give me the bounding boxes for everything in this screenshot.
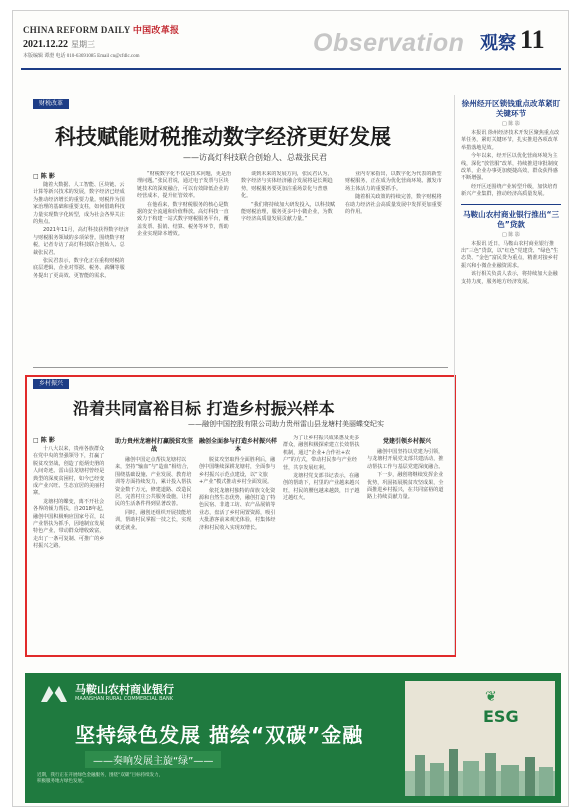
- city-skyline-icon: [405, 741, 555, 796]
- bank-name: 马鞍山农村商业银行: [75, 683, 174, 696]
- paragraph: 今年以来，经开区以优化营商环境为主线，深化“放管服”改革，持续推进审批制度改革，企业办事更加便捷高效，群众获得感不断增强。: [461, 153, 558, 182]
- paragraph: 谈到未来的发展方向，张民君认为，数字经济与实体经济融合发展将是长期趋势，财税服务要更加注重场景化与普惠化。: [241, 171, 333, 200]
- leaf-icon: ❦: [485, 689, 497, 705]
- sidebar: [461, 95, 561, 645]
- newspaper-page: [12, 10, 569, 807]
- bank-advertisement: [25, 673, 561, 803]
- article2-col5: [367, 435, 447, 647]
- paragraph: 融创中国定点帮扶龙塘村以来，坚持“输血”与“造血”相结合，围绕基础设施、产业发展、教育培训等方面持续发力，累计投入帮扶资金数千万元，修建道路、改造民居，完善村庄公共服务设施，让村民的生活条件得到显著改善。: [115, 457, 192, 508]
- paper-name-cn: 中国改革报: [132, 25, 180, 35]
- paragraph: 龙塘村的蝶变，离不开社会各界的倾力帮扶。自2018年起，融创中国积极响应国家号召，以产业帮扶为抓手，因地制宜发展特色产业，带动群众增收致富，走出了一条可复制、可推广的乡村振兴之路。: [33, 498, 108, 550]
- article1-col2: [137, 171, 233, 361]
- article2-subhead-1: 助力贵州龙塘村打赢脱贫攻坚战: [115, 438, 193, 453]
- paragraph: 十八大以来，贵州各族群众在党中央的坚强领导下，打赢了脱贫攻坚战，创造了彪炳史册的人间奇迹。雷山县龙塘村曾经是典型的深度贫困村，如今已经变成产业兴旺、生态宜居的美丽村寨。: [33, 446, 105, 497]
- paragraph: 融创中国坚持以党建为引领，与龙塘村开展党支部共建活动，推动帮扶工作与基层党建深度融合。: [367, 449, 444, 470]
- sidebar-byline-1: □ 陈 影: [502, 121, 520, 127]
- article2-col1: [33, 435, 109, 647]
- section-cn: 观察: [480, 33, 516, 54]
- paragraph: 本报讯 徐州经济技术开发区聚焦重点改革任务，紧盯关键环节，扎实推进各项改革举措落地见效。: [461, 130, 560, 151]
- paragraph: 2021年11月，高灯科技获得数字经济与财税服务领域的多项荣誉。围绕数字财税，记者专访了高灯科技联合创始人、总裁张民君。: [33, 227, 129, 256]
- article2-col3: [199, 435, 277, 647]
- article2-subhead-2: 融创全面参与打造乡村振兴样本: [199, 438, 277, 453]
- sidebar-title-1: 徐州经开区锁钱重点改革紧盯关键环节: [461, 99, 561, 118]
- article1-col4: [345, 171, 445, 361]
- article1-tag: 财税改革: [33, 99, 69, 109]
- article2-col2: [115, 435, 193, 647]
- article1-col1: [33, 171, 129, 361]
- article-divider: [33, 367, 448, 368]
- paragraph: 经开区还围绕产业转型升级，加快培育新兴产业集群，推动经济高质量发展。: [461, 183, 558, 198]
- paragraph: 业内专家指出，以数字化为代表的新型财税服务，正在成为优化营商环境、激发市场主体活力的重要抓手。: [345, 171, 442, 192]
- section-word: Observation: [313, 29, 465, 57]
- masthead: [13, 11, 568, 71]
- weekday-text: 星期三: [71, 40, 95, 49]
- paragraph: 张民君表示，数字化正在重构财税的底层逻辑，企业对票据、税务、薪酬等服务提出了更高效、更智能的需求。: [33, 258, 125, 279]
- ad-slogan-sub: ——奏响发展主旋“绿”——: [85, 751, 221, 768]
- paragraph: 脱贫攻坚取得全面胜利后，融创中国继续深耕龙塘村，全面参与乡村振兴示范点建设，以“文旅+产业”模式推动乡村全面发展。: [199, 457, 276, 486]
- article1-byline: □ 陈 影: [33, 173, 55, 180]
- paragraph: 依托龙塘村独特的苗族文化资源和自然生态优势，融创打造了特色民宿、非遗工坊、农产品展销等业态，盘活了乡村闲置资源，吸引大批游客前来观光体验，村集体经济和村民收入实现双增长。: [199, 487, 276, 531]
- article2-byline: □ 陈 影: [33, 437, 55, 444]
- paragraph: 随着大数据、人工智能、区块链、云计算等新兴技术的发展，数字经济已经成为推动经济增长的重要力量。财税作为国家治理的基础和重要支柱，如何借助科技力量实现数字化转型，成为社会各界关注的焦点。: [33, 182, 125, 226]
- esg-label: ESG: [483, 707, 519, 726]
- article2-tag: 乡村振兴: [33, 379, 69, 389]
- paragraph: 本报讯 近日，马鞍山农村商业银行推出“三色”贷款，以“红色”党建贷、“绿色”生态贷、“金色”富民贷为重点，精准对接乡村振兴和小微企业融资需求。: [461, 240, 559, 269]
- masthead-rule: [21, 68, 561, 70]
- article1-headline: 科技赋能财税推动数字经济更好发展: [55, 124, 391, 149]
- masthead-left: [23, 23, 179, 59]
- date-text: 2021.12.22: [23, 39, 68, 50]
- bank-name-en: MAANSHAN RURAL COMMERCIAL BANK: [75, 696, 173, 702]
- paragraph: “我们将持续加大研发投入，以科技赋能财税治理，服务更多中小微企业，为数字经济高质量发展贡献力量。”: [241, 201, 336, 223]
- paragraph: 同时，融创还组织开展技能培训，帮助村民掌握一技之长，实现就近就业。: [115, 509, 192, 531]
- paragraph: 随着相关政策的持续完善，数字财税将在助力经济社会高质量发展中发挥更加重要的作用。: [345, 194, 442, 216]
- article1-col3: [241, 171, 337, 361]
- paragraph: 龙塘村党支部书记表示，在融创的帮助下，村里的产业越来越兴旺，村民的腰包越来越鼓，日子越过越红火。: [283, 473, 360, 502]
- page-number: 11: [520, 25, 545, 54]
- paragraph: 下一步，融创将继续发挥企业优势，巩固拓展脱贫攻坚成果，全面推进乡村振兴，在共同富裕的道路上持续贡献力量。: [367, 472, 444, 501]
- ad-slogan-main: 坚持绿色发展 描绘“双碳”金融: [75, 723, 364, 747]
- article1-subline: ——访高灯科技联合创始人、总裁张民君: [183, 153, 327, 162]
- article2-col4: [283, 435, 361, 647]
- ad-small-text: 近期，我行正在开展绿色金融服务，围绕“双碳”目标持续发力，积极服务地方绿色发展。: [37, 773, 164, 784]
- article2-subhead-3: 党建引领乡村振兴: [382, 438, 431, 445]
- sidebar-byline-2: □ 陈 影: [502, 231, 520, 238]
- editor-line: 本版编辑 谭澄 电话 010-63691085 Email cn@cfdlc.com: [23, 54, 140, 59]
- issue-date: [23, 39, 179, 50]
- article2-headline: 沿着共同富裕目标 打造乡村振兴样本: [73, 399, 335, 418]
- article2-subline: ——融创中国控股有限公司助力贵州雷山县龙塘村美丽蝶变纪实: [188, 420, 384, 428]
- bank-logo-icon: [39, 682, 69, 704]
- paper-name-en: CHINA REFORM DAILY: [23, 25, 131, 35]
- ad-image: [405, 681, 555, 796]
- sidebar-separator: [461, 204, 561, 205]
- paragraph: 在他看来，数字财税服务的核心是数据的安全流通和价值释放。高灯科技一直致力于构建一站式数字财税服务平台，覆盖发票、报销、结算、税务等环节，帮助企业实现降本增效。: [137, 201, 229, 238]
- sidebar-title-2: 马鞍山农村商业银行推出“三色”贷款: [462, 209, 560, 229]
- paragraph: 为了让乡村振兴成果惠及更多群众，融创积极探索建立长效帮扶机制，通过“企业+合作社+农户”的方式，带动村民参与产业经营，共享发展红利。: [283, 435, 360, 471]
- paragraph: “财税数字化不仅是技术问题，更是治理问题。”张民君说，通过电子发票与区块链技术的深度融合，可以有效降低企业的经营成本，提升征管效率。: [137, 171, 232, 200]
- column-divider: [454, 95, 455, 655]
- paper-name: [23, 23, 179, 36]
- paragraph: 该行相关负责人表示，将持续加大金融支持力度，服务地方经济发展。: [461, 271, 558, 285]
